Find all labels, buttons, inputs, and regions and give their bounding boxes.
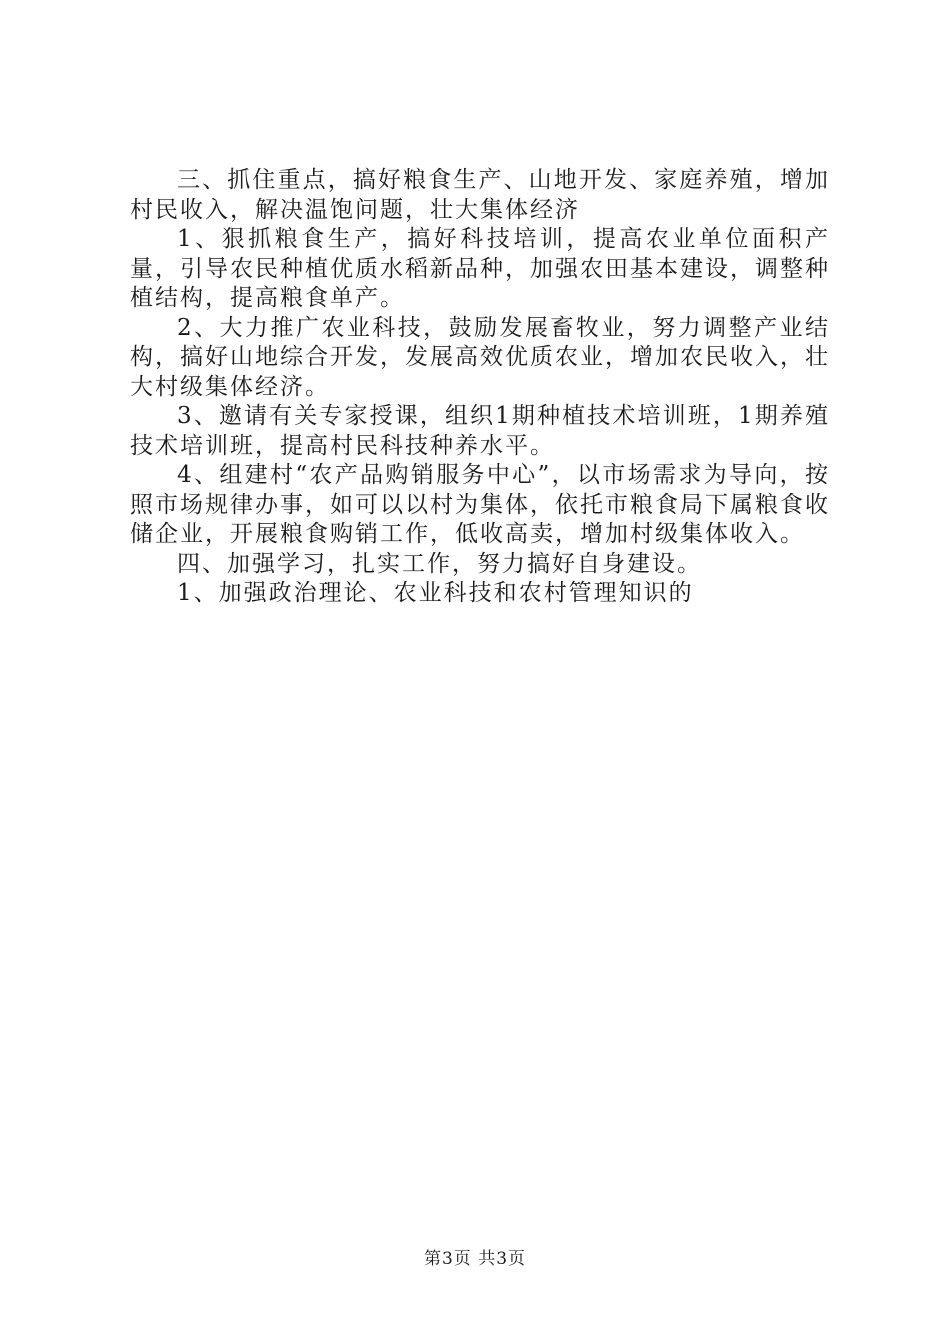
paragraph-item-2-technology: 2、大力推广农业科技，鼓励发展畜牧业，努力调整产业结构，搞好山地综合开发，发展高效优质农业，增加农民收入，壮大村级集体经济。: [130, 314, 830, 400]
paragraph-section-four-item-1: 1、加强政治理论、农业科技和农村管理知识的: [177, 580, 694, 606]
paragraph-section-four-heading: 四、加强学习，扎实工作，努力搞好自身建设。: [177, 550, 702, 577]
paragraph-item-4-service-center: 4、组建村“农产品购销服务中心”，以市场需求为导向，按照市场规律办事，如可以以村为集体，依托市粮食局下属粮食收储企业，开展粮食购销工作，低收高卖，增加村级集体收入。: [130, 462, 830, 547]
page-number-footer: 第3页 共3页: [423, 1249, 527, 1269]
paragraph-section-three-heading: 三、抓住重点，搞好粮食生产、山地开发、家庭养殖，增加村民收入，解决温饱问题，壮大集体经济: [130, 167, 830, 223]
document-body: [130, 166, 830, 609]
paragraph-item-3-training: 3、邀请有关专家授课，组织1期种植技术培训班，1期养殖技术培训班，提高村民科技种养水平。: [130, 403, 830, 459]
paragraph-item-1-grain: 1、狠抓粮食生产，搞好科技培训，提高农业单位面积产量，引导农民种植优质水稻新品种，加强农田基本建设，调整种植结构，提高粮食单产。: [130, 226, 830, 311]
